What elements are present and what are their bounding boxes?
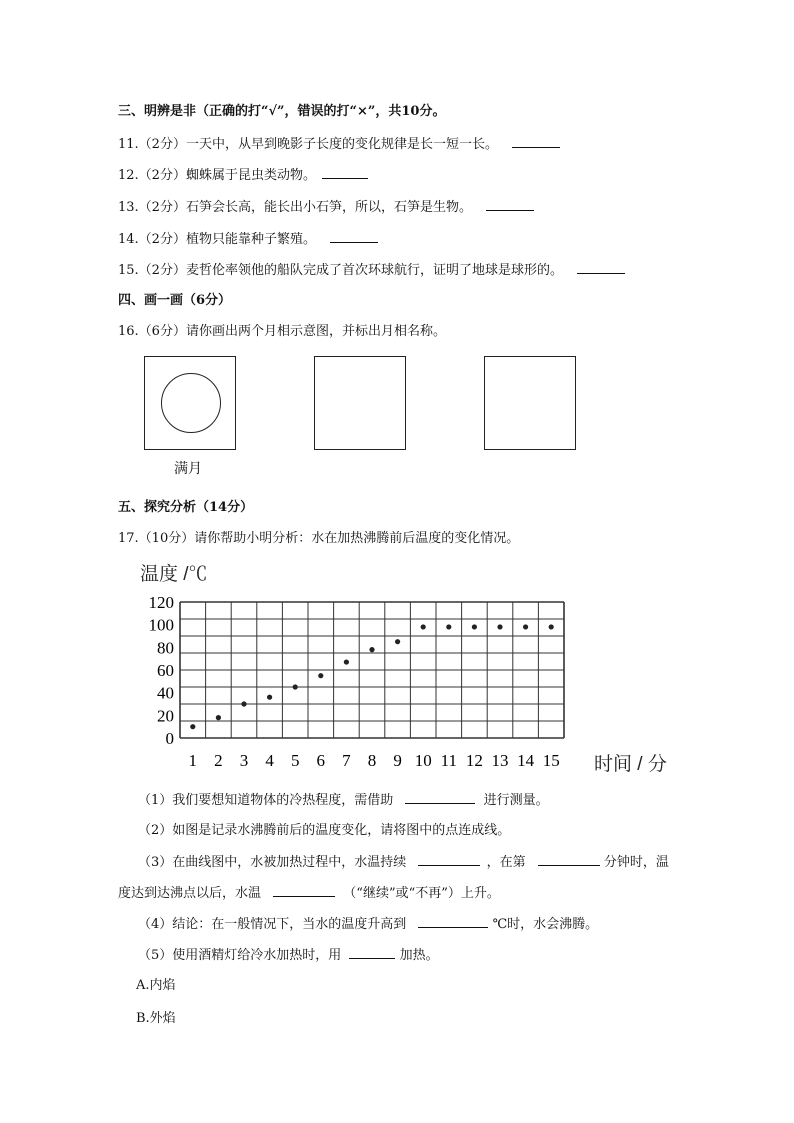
x-tick-label: 11 xyxy=(440,751,457,770)
y-tick-label: 100 xyxy=(148,615,174,635)
full-moon-circle xyxy=(161,373,221,433)
subquestion-1 xyxy=(138,791,549,810)
option-a[interactable]: A.内焰 xyxy=(136,978,176,993)
data-point xyxy=(190,724,195,729)
question-15-text: 15.（2分）麦哲伦率领他的船队完成了首次环球航行，证明了地球是球形的。 xyxy=(118,263,563,278)
data-point xyxy=(549,624,554,629)
data-point xyxy=(293,684,298,689)
data-point xyxy=(216,715,221,720)
subquestion-4-text-end: ℃时，水会沸腾。 xyxy=(492,917,599,932)
subquestion-3-text-end: 分钟时，温 xyxy=(603,855,669,870)
x-tick-label: 14 xyxy=(517,751,535,770)
x-axis-label: 时间 / 分 xyxy=(594,754,667,775)
moon-phase-box-full xyxy=(144,356,236,450)
subquestion-5 xyxy=(138,946,439,965)
answer-blank-5[interactable] xyxy=(349,946,395,959)
question-11-text: 11.（2分）一天中，从早到晚影子长度的变化规律是长一短一长。 xyxy=(118,137,498,152)
subquestion-4-text: （4）结论：在一般情况下，当水的温度升高到 xyxy=(138,917,407,932)
question-12-text: 12.（2分）蜘蛛属于昆虫类动物。 xyxy=(118,168,316,183)
x-tick-label: 1 xyxy=(188,751,198,770)
question-12 xyxy=(118,166,368,185)
question-13 xyxy=(118,198,534,217)
subquestion-5-text: （5）使用酒精灯给冷水加热时，用 xyxy=(138,948,342,963)
data-point xyxy=(267,695,272,700)
data-point xyxy=(369,647,374,652)
answer-blank-15[interactable] xyxy=(577,261,625,274)
question-16: 16.（6分）请你画出两个月相示意图，并标出月相名称。 xyxy=(118,324,446,339)
x-tick-label: 12 xyxy=(465,751,483,770)
subquestion-3-cont-text: 度达到达沸点以后，水温 xyxy=(118,886,262,901)
answer-blank-1[interactable] xyxy=(405,791,475,804)
subquestion-3 xyxy=(138,853,669,872)
subquestion-1-text-end: 进行测量。 xyxy=(483,793,549,808)
x-tick-labels xyxy=(189,751,560,770)
x-tick-label: 5 xyxy=(290,751,300,770)
x-tick-label: 2 xyxy=(214,751,223,770)
question-17: 17.（10分）请你帮助小明分析：水在加热沸腾前后温度的变化情况。 xyxy=(118,531,520,546)
answer-blank-3c[interactable] xyxy=(273,884,335,897)
question-11 xyxy=(118,135,560,154)
data-point xyxy=(523,624,528,629)
data-point xyxy=(241,701,246,706)
option-b[interactable]: B.外焰 xyxy=(136,1011,176,1026)
subquestion-2: （2）如图是记录水沸腾前后的温度变化，请将图中的点连成线。 xyxy=(138,823,511,838)
data-point xyxy=(472,624,477,629)
x-tick-label: 15 xyxy=(542,751,560,770)
y-axis-label: 温度 /℃ xyxy=(140,564,208,585)
x-tick-label: 13 xyxy=(491,751,509,770)
y-tick-label: 120 xyxy=(148,593,174,612)
x-tick-label: 10 xyxy=(414,751,432,770)
question-14-text: 14.（2分）植物只能靠种子繁殖。 xyxy=(118,232,316,247)
y-tick-label: 60 xyxy=(157,661,174,680)
subquestion-3-cont xyxy=(118,884,500,903)
answer-blank-13[interactable] xyxy=(486,198,534,211)
data-point xyxy=(344,659,349,664)
full-moon-label: 满月 xyxy=(174,461,202,477)
answer-blank-14[interactable] xyxy=(330,230,378,243)
data-point xyxy=(395,639,400,644)
subquestion-3-cont-text-end: （“继续”或“不再”）上升。 xyxy=(343,886,500,901)
question-14 xyxy=(118,230,378,249)
answer-blank-3a[interactable] xyxy=(418,853,480,866)
data-point xyxy=(318,673,323,678)
chart-grid xyxy=(180,602,564,738)
temperature-chart xyxy=(132,556,692,778)
x-tick-label: 3 xyxy=(239,751,249,770)
answer-blank-11[interactable] xyxy=(512,135,560,148)
subquestion-1-text: （1）我们要想知道物体的冷热程度，需借助 xyxy=(138,793,394,808)
moon-phase-box-blank-2[interactable] xyxy=(484,356,576,450)
y-tick-label: 80 xyxy=(157,638,174,658)
subquestion-3-text: （3）在曲线图中，水被加热过程中，水温持续 xyxy=(138,855,407,870)
answer-blank-4[interactable] xyxy=(418,915,488,928)
section-4-title: 四、画一画（6分） xyxy=(118,293,232,308)
x-tick-label: 4 xyxy=(265,751,274,770)
section-5-title: 五、探究分析（14分） xyxy=(118,500,254,515)
answer-blank-3b[interactable] xyxy=(538,853,600,866)
data-point xyxy=(497,624,502,629)
data-point xyxy=(421,624,426,629)
x-tick-label: 7 xyxy=(342,751,351,770)
data-point xyxy=(446,624,451,629)
moon-phase-box-blank-1[interactable] xyxy=(314,356,406,450)
subquestion-4 xyxy=(138,915,598,934)
section-3-title: 三、明辨是非（正确的打“√”，错误的打“×”，共10分。 xyxy=(118,104,446,119)
x-tick-label: 8 xyxy=(367,751,377,770)
y-tick-labels xyxy=(149,593,175,748)
question-13-text: 13.（2分）石笋会长高，能长出小石笋，所以，石笋是生物。 xyxy=(118,200,472,215)
x-tick-label: 6 xyxy=(316,751,326,770)
subquestion-5-text-end: 加热。 xyxy=(399,948,439,963)
data-points xyxy=(190,624,554,729)
subquestion-3-text-mid: ，在第 xyxy=(486,855,526,870)
x-tick-label: 9 xyxy=(393,751,402,770)
y-tick-label: 20 xyxy=(157,706,174,726)
y-tick-label: 0 xyxy=(165,729,174,748)
question-15 xyxy=(118,261,625,280)
y-tick-label: 40 xyxy=(157,683,174,703)
answer-blank-12[interactable] xyxy=(322,166,368,179)
